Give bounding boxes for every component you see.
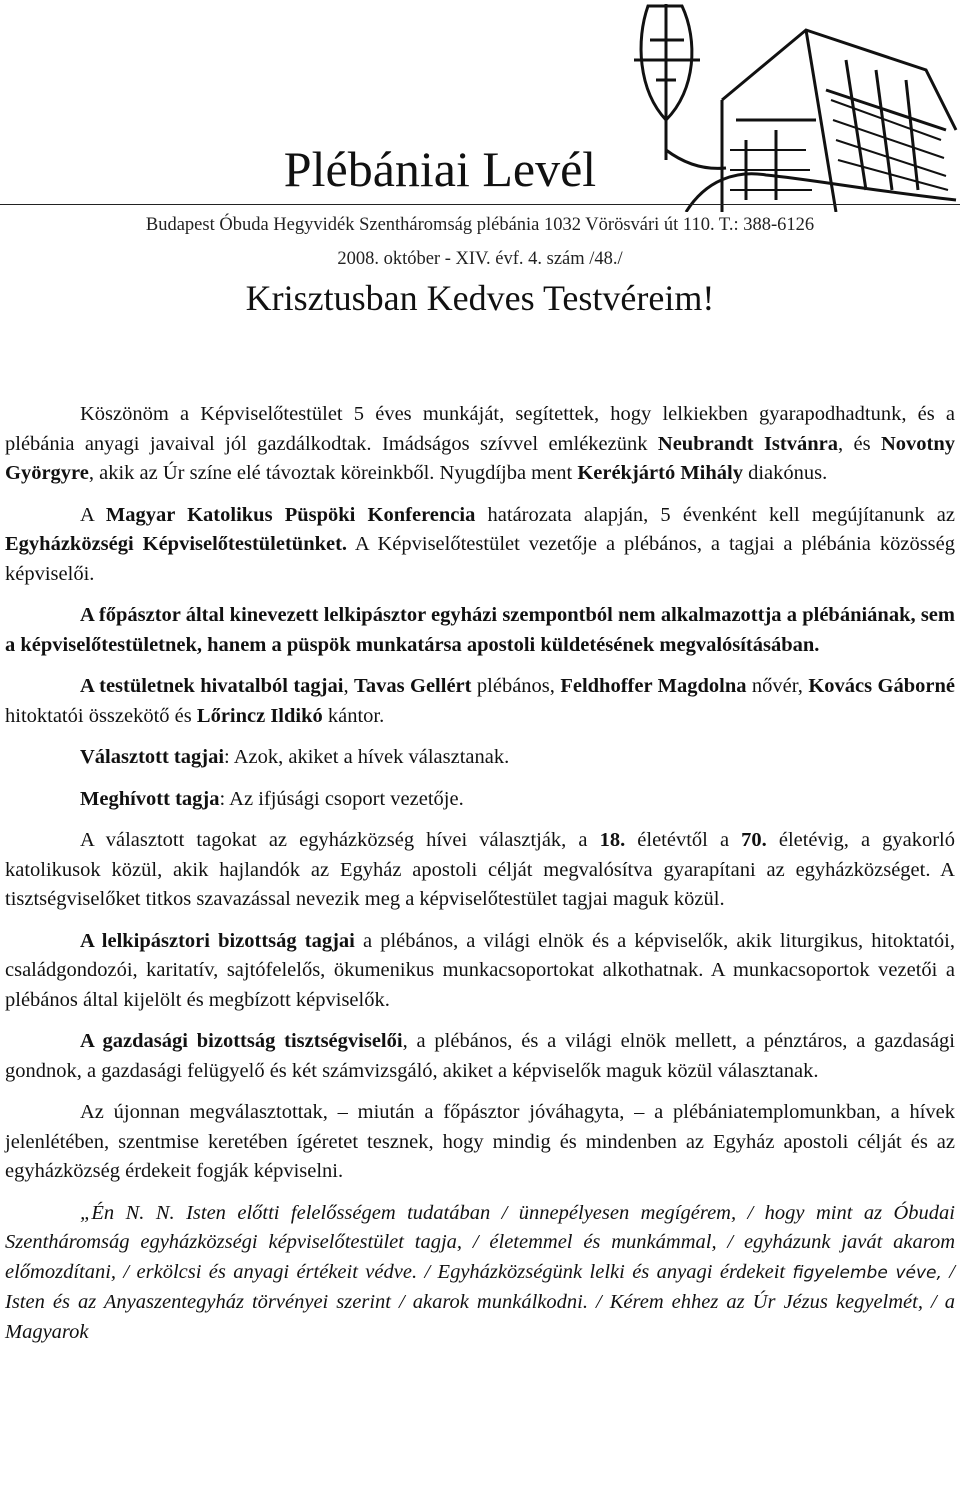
paragraph-elected-members bbox=[5, 743, 955, 773]
text-run: hitoktatói összekötő és bbox=[5, 704, 197, 727]
text-run: plébános, bbox=[471, 675, 561, 697]
bold-text: A gazdasági bizottság tisztségviselői bbox=[80, 1030, 403, 1052]
paragraph-promise: Az újonnan megválasztottak, – miután a főpásztor jóváhagyta, – a plébániatemplomunkban, a hívek jelenlétében, szentmise keretében ígéretet tesznek, hogy mindig és mindenben az Egyház apostoli célját és az egyházközség érdekeit fogják képviselni. bbox=[5, 1101, 955, 1182]
text-run: A bbox=[80, 503, 106, 526]
paragraph-election-rules bbox=[5, 826, 955, 915]
text-run: : Azok, akiket a hívek választanak. bbox=[224, 746, 510, 768]
parish-address: Budapest Óbuda Hegyvidék Szentháromság plébánia 1032 Vörösvári út 110. T.: 388-6126 bbox=[145, 215, 815, 235]
paragraph-pastor bbox=[5, 601, 955, 660]
text-run: , és bbox=[838, 432, 881, 455]
paragraph-ex-officio-members bbox=[5, 672, 955, 731]
text-run: a plébános, a világi elnök és a képviselők, akik liturgikus, hitoktatói, családgondozói, karitatív, sajtófelelős, ökumenikus munkacsoportokat alkothatnak. A munkacsoportok vezetői a plébános által kijelölt és megbízott képviselők. bbox=[5, 929, 955, 1011]
text-run: / Isten és az Anyaszentegyház törvényei szerint / akarok munkálkodni. / Kérem ehhez az Úr Jézus kegyelmét, / a Magyarok bbox=[5, 1260, 955, 1343]
text-run: Köszönöm a Képviselőtestület 5 éves munkáját, segítettek, hogy lelkiekben gyarapodhadtunk, és a plébánia anyagi javaival jól gazdálkodtak. Imádságos szívvel emlékezünk bbox=[5, 403, 955, 455]
paragraph-pastoral-committee bbox=[5, 927, 955, 1016]
paragraph-economic-committee bbox=[5, 1027, 955, 1086]
issue-info: 2008. október - XIV. évf. 4. szám /48./ bbox=[337, 249, 623, 269]
paragraph-conference bbox=[5, 501, 955, 590]
bold-text: Választott tagjai bbox=[80, 746, 225, 768]
bold-name: Neubrandt Istvánra bbox=[657, 432, 838, 455]
text-run: határozata alapján, 5 évenként kell megújítanunk az bbox=[475, 503, 956, 526]
text-run: diakónus. bbox=[742, 462, 828, 484]
text-run: kántor. bbox=[322, 704, 385, 727]
bold-name: Lőrincz Ildikó bbox=[196, 704, 323, 727]
bold-name: Feldhoffer Magdolna bbox=[560, 675, 747, 697]
bold-text: A lelkipásztori bizottság tagjai bbox=[80, 929, 355, 952]
text-run: , a plébános, és a világi elnök mellett, a pénztáros, a gazdasági gondnok, a gazdasági felügyelő és két számvizsgáló, akiket a képviselők maguk közül választanak. bbox=[5, 1030, 955, 1082]
bold-name: Kerékjártó Mihály bbox=[577, 462, 743, 484]
text-run: életévig, a gyakorló katolikusok közül, akik hajlandók az Egyház apostoli célját megvalósítva gyarapítani az egyházközséget. A tisztségviselőket titkos szavazással nevezik meg a képviselőtestület tagjai maguk közül. bbox=[5, 829, 955, 910]
bold-text: Meghívott tagja bbox=[80, 787, 220, 810]
text-run: „Én N. N. Isten előtti felelősségem tudatában / ünnepélyesen megígérem, / hogy mint az Óbudai Szentháromság egyházközségi képviselőtestület tagja, / életemmel és munkámmal, / egyházunk javát akarom előmozdítani, / erkölcsi és anyagi értékeit védve. / Egyházközségünk lelki és anyagi érdekeit bbox=[5, 1201, 955, 1283]
bold-text: 70. bbox=[741, 829, 767, 851]
text-run: , bbox=[343, 675, 355, 697]
text-run: figyelembe véve, bbox=[792, 1262, 942, 1283]
bold-text: A testületnek hivatalból tagjai bbox=[80, 675, 344, 697]
paragraph-thanks bbox=[5, 400, 955, 489]
bold-name: Kovács Gáborné bbox=[808, 675, 956, 697]
bold-text: Magyar Katolikus Püspöki Konferencia bbox=[105, 503, 476, 526]
text-run: , akik az Úr színe elé távoztak köreinkből. Nyugdíjba ment bbox=[88, 462, 578, 484]
header-divider bbox=[0, 204, 960, 205]
oath-text bbox=[5, 1199, 955, 1348]
text-run: A Képviselőtestület vezetője a plébános, a tagjai a plébánia közösség képviselői. bbox=[5, 533, 955, 585]
bold-name: Tavas Gellért bbox=[354, 675, 472, 697]
bold-text: Egyházközségi Képviselőtestületünket. bbox=[5, 533, 348, 555]
text-run: életévtől a bbox=[625, 829, 742, 851]
text-run: nővér, bbox=[746, 675, 809, 697]
bold-name: Novotny Györgyre bbox=[5, 432, 956, 484]
greeting-heading: Krisztusban Kedves Testvéreim! bbox=[245, 278, 715, 318]
newsletter-title: Plébániai Levél bbox=[283, 141, 597, 197]
bold-text: A főpásztor által kinevezett lelkipásztor egyházi szempontból nem alkalmazottja a plébániának, sem a képviselőtestületnek, hanem a püspök munkatársa apostoli küldetésének megvalósításában. bbox=[5, 604, 955, 656]
paragraph-invited-member bbox=[5, 785, 955, 815]
bold-text: 18. bbox=[599, 829, 626, 851]
text-run: : Az ifjúsági csoport vezetője. bbox=[219, 787, 464, 810]
text-run: A választott tagokat az egyházközség hívei választják, a bbox=[80, 829, 600, 851]
letter-body bbox=[5, 400, 955, 1359]
